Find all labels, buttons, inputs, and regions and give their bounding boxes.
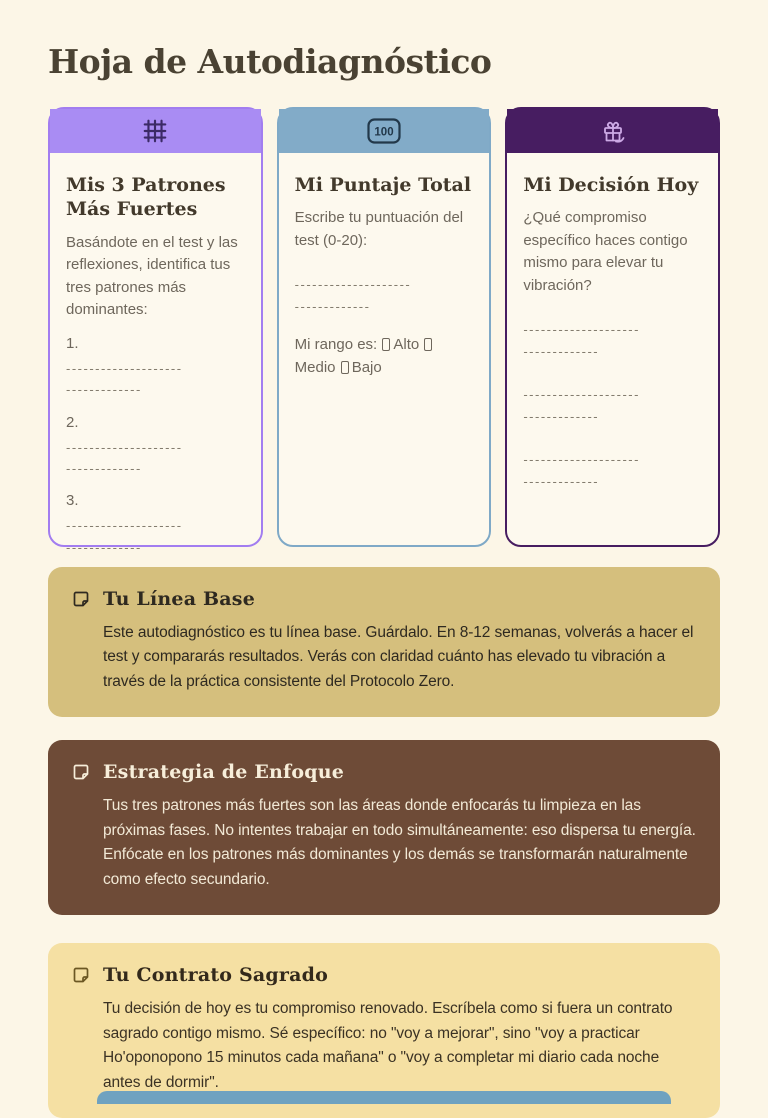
range-option-medio: Medio — [294, 359, 336, 377]
write-in-line: -------------------- — [66, 360, 183, 376]
write-in-line: -------------------- — [523, 452, 640, 468]
pattern-item-2 — [66, 414, 245, 480]
pattern-item-number: 2. — [66, 413, 79, 431]
write-in-line: ------------- — [523, 473, 600, 489]
card-decision-body — [507, 153, 718, 492]
write-in-line: ------------- — [523, 408, 600, 424]
info-box-text: Este autodiagnóstico es tu línea base. Guárdalo. En 8-12 semanas, volverás a hacer el test y compararás resultados. Verás con claridad cuánto has elevado tu vibración a través de la práctica consistente del Protocolo Zero. — [103, 624, 694, 690]
range-option-bajo: Bajo — [351, 359, 382, 377]
note-icon — [72, 763, 90, 781]
page-title: Hoja de Autodiagnóstico — [48, 42, 492, 81]
pattern-item-1 — [66, 335, 245, 401]
card-patterns-description: Basándote en el test y las reflexiones, identifica tus tres patrones más dominantes: — [66, 233, 238, 319]
write-in-line: -------------------- — [66, 439, 183, 455]
card-patterns-header — [50, 109, 261, 153]
write-in-line: ------------- — [523, 343, 600, 359]
card-score-header — [279, 109, 490, 153]
cards-row — [48, 107, 720, 555]
info-box-title: Tu Línea Base — [103, 588, 255, 610]
write-in-line: -------------------- — [294, 277, 412, 293]
pattern-item-number: 1. — [66, 334, 79, 352]
decision-write-in-1 — [523, 319, 702, 362]
card-patterns-body — [50, 153, 261, 558]
decision-write-in-3 — [523, 449, 702, 492]
write-in-line: -------------------- — [523, 322, 640, 338]
pattern-item-3 — [66, 492, 245, 558]
info-box-text: Tus tres patrones más fuertes son las áreas donde enfocarás tu limpieza en las próximas fases. No intentes trabajar en todo simultáneamente: eso dispersa tu energía. Enfócate en los patrones más dominantes y los demás se transformarán naturalmente como efecto secundario. — [103, 797, 696, 888]
range-option-alto: Alto — [393, 336, 420, 354]
checkbox-placeholder-icon — [382, 338, 390, 351]
write-in-line: ------------- — [66, 382, 142, 398]
info-box-title: Tu Contrato Sagrado — [103, 964, 328, 987]
info-box-title: Estrategia de Enfoque — [103, 761, 345, 784]
info-box-linea-base — [48, 567, 720, 717]
note-icon — [72, 966, 90, 984]
info-box-header — [72, 964, 696, 986]
card-decision-header — [507, 109, 718, 153]
card-decision — [505, 107, 720, 547]
write-in-line: -------------------- — [523, 387, 640, 403]
decision-write-in-2 — [523, 384, 702, 427]
gift-icon — [598, 116, 628, 146]
write-in-line: ------------- — [294, 298, 371, 314]
card-patterns-title: Mis 3 Patrones Más Fuertes — [66, 174, 226, 221]
pattern-item-number: 3. — [66, 492, 79, 510]
card-score — [277, 107, 492, 547]
card-score-body — [279, 153, 490, 380]
range-prefix: Mi rango es: — [294, 336, 378, 354]
info-box-estrategia — [48, 740, 720, 915]
card-decision-description: ¿Qué compromiso específico haces contigo mismo para elevar tu vibración? — [523, 209, 688, 294]
range-selector — [295, 333, 474, 380]
card-patterns — [48, 107, 263, 555]
next-section-peek-bar — [97, 1091, 671, 1104]
info-box-text: Tu decisión de hoy es tu compromiso renovado. Escríbela como si fuera un contrato sagrado contigo mismo. Sé específico: no "voy a mejorar", sino "voy a practicar Ho'oponopono 15 minutos cada mañana" o "voy a completar mi diario cada noche antes de dormir". — [103, 1000, 673, 1091]
write-in-line: -------------------- — [66, 518, 183, 534]
card-score-description: Escribe tu puntuación del test (0-20): — [294, 209, 464, 249]
info-box-header — [72, 588, 696, 610]
info-box-header — [72, 761, 696, 783]
write-in-line: ------------- — [66, 460, 142, 476]
card-score-title: Mi Puntaje Total — [294, 174, 472, 196]
score-100-icon — [367, 118, 401, 144]
checkbox-placeholder-icon — [424, 338, 432, 351]
score-write-in — [295, 274, 474, 317]
card-decision-title: Mi Decisión Hoy — [523, 174, 699, 196]
write-in-line: ------------- — [66, 539, 142, 555]
note-icon — [72, 590, 90, 608]
grid-icon — [141, 117, 169, 145]
checkbox-placeholder-icon — [341, 361, 349, 374]
svg-text:100: 100 — [374, 126, 394, 139]
